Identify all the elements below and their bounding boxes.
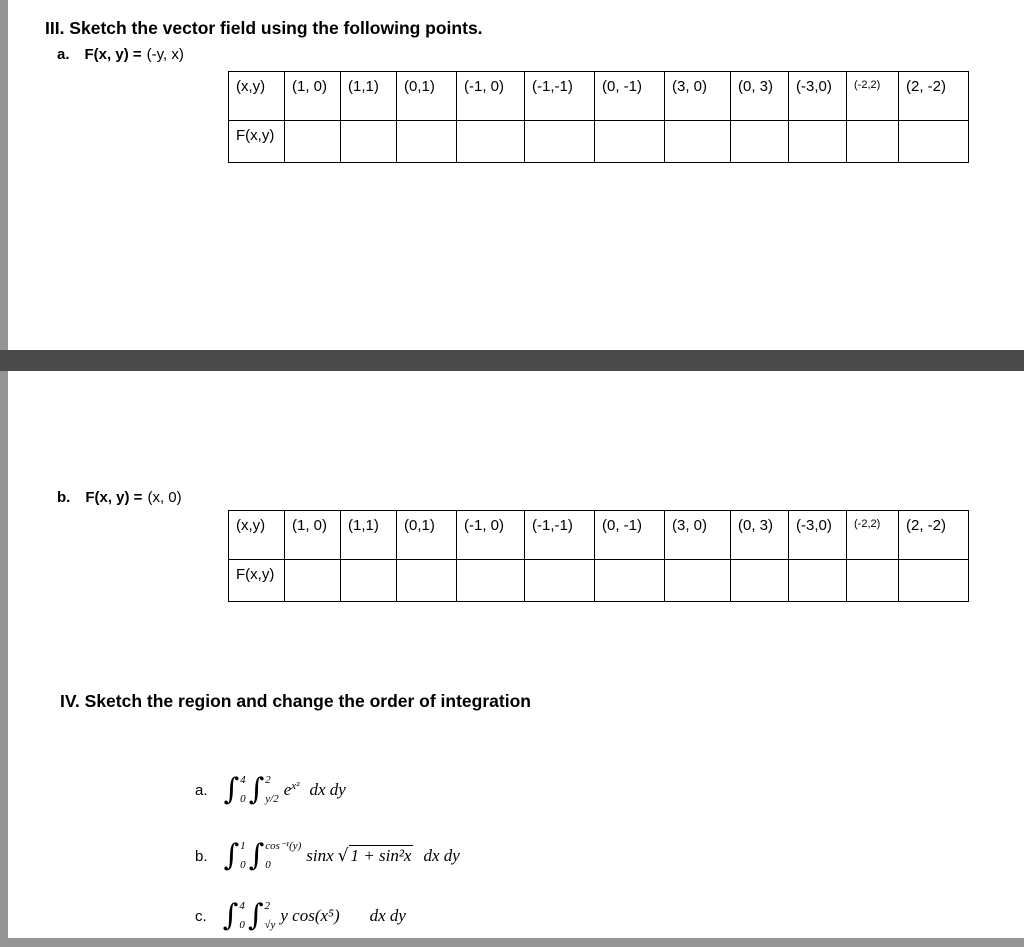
outer-integral xyxy=(223,899,245,933)
point-cell: (-1,-1) xyxy=(525,72,595,121)
answer-cell xyxy=(665,121,731,163)
item-b-line xyxy=(57,489,182,506)
point-cell: (2, -2) xyxy=(899,511,969,560)
lower-limit: 0 xyxy=(240,793,246,805)
section-iv-title: IV. Sketch the region and change the order of integration xyxy=(60,691,531,711)
integral-limits xyxy=(265,774,278,806)
lower-limit: y/2 xyxy=(265,793,279,805)
item-a-function-lhs: F(x, y) = xyxy=(84,46,142,63)
answer-cell xyxy=(731,121,789,163)
integral-b-label: b. xyxy=(195,847,208,865)
answer-cell xyxy=(595,121,665,163)
outer-integral xyxy=(224,839,246,873)
point-cell: (0,1) xyxy=(397,72,457,121)
answer-cell xyxy=(525,560,595,602)
integral-sign: ∫ xyxy=(248,772,265,807)
point-cell: (0, 3) xyxy=(731,72,789,121)
answer-cell xyxy=(341,121,397,163)
point-cell: (3, 0) xyxy=(665,72,731,121)
table-answer-row xyxy=(229,560,969,602)
integral-c-expression xyxy=(223,899,406,933)
square-root xyxy=(338,846,414,866)
integral-limits xyxy=(265,840,301,872)
answer-cell xyxy=(847,560,899,602)
lower-limit: 0 xyxy=(265,859,271,871)
point-cell: (0, -1) xyxy=(595,511,665,560)
integrand xyxy=(284,780,300,800)
integral-b-expression xyxy=(224,839,460,873)
integrand: y cos(x⁵) xyxy=(280,906,340,925)
differentials: dx dy xyxy=(309,780,346,799)
lower-limit: 0 xyxy=(240,859,246,871)
answer-cell xyxy=(457,560,525,602)
answer-cell xyxy=(731,560,789,602)
answer-cell xyxy=(899,121,969,163)
point-cell: (-1,-1) xyxy=(525,511,595,560)
point-cell: (3, 0) xyxy=(665,511,731,560)
point-cell: (1,1) xyxy=(341,511,397,560)
upper-limit: 2 xyxy=(265,774,271,786)
table-corner-cell: (x,y) xyxy=(229,72,285,121)
answer-cell xyxy=(457,121,525,163)
radicand: 1 + sin²x xyxy=(350,846,412,865)
point-cell: (1,1) xyxy=(341,72,397,121)
integrand-exponent: x² xyxy=(291,780,300,792)
point-cell: (-2,2) xyxy=(847,511,899,560)
lower-limit: 0 xyxy=(239,919,245,931)
answer-cell xyxy=(285,560,341,602)
answer-cell xyxy=(899,560,969,602)
integral-limits xyxy=(264,900,275,932)
answer-cell xyxy=(285,121,341,163)
integrand-base: e xyxy=(283,780,292,799)
answer-cell xyxy=(665,560,731,602)
radical-sign: √ xyxy=(337,846,349,866)
point-cell: (2, -2) xyxy=(899,72,969,121)
item-a-label: a. xyxy=(57,46,70,63)
point-cell: (1, 0) xyxy=(285,511,341,560)
lower-limit: √y xyxy=(264,919,276,931)
integral-sign: ∫ xyxy=(247,898,264,933)
table-answer-row xyxy=(229,121,969,163)
table-row-label-cell: F(x,y) xyxy=(229,121,285,163)
upper-limit: 4 xyxy=(240,774,246,786)
table-header-row xyxy=(229,511,969,560)
page-separator-band xyxy=(0,350,1024,371)
point-cell: (-2,2) xyxy=(847,72,899,121)
integral-sign: ∫ xyxy=(248,838,265,873)
upper-limit: 4 xyxy=(239,900,245,912)
table-header-row xyxy=(229,72,969,121)
answer-cell xyxy=(397,560,457,602)
integral-a-expression xyxy=(224,773,346,807)
answer-cell xyxy=(397,121,457,163)
document-page-1 xyxy=(8,0,1024,350)
inner-integral xyxy=(249,839,302,873)
item-a-line xyxy=(57,46,184,63)
vector-field-table-a xyxy=(228,71,969,163)
upper-limit: 2 xyxy=(264,900,270,912)
differentials: dx dy xyxy=(369,906,406,925)
section-iii-title: III. Sketch the vector field using the following points. xyxy=(45,18,483,38)
vector-field-table-b xyxy=(228,510,969,602)
integrand-prefix: sinx xyxy=(306,846,334,865)
integral-limits xyxy=(240,840,246,872)
integral-a-label: a. xyxy=(195,781,208,799)
item-a-function-rhs: (-y, x) xyxy=(146,46,184,63)
integral-limits xyxy=(240,774,246,806)
point-cell: (-1, 0) xyxy=(457,511,525,560)
item-b-function-rhs: (x, 0) xyxy=(147,489,182,506)
table-corner-cell: (x,y) xyxy=(229,511,285,560)
point-cell: (0,1) xyxy=(397,511,457,560)
inner-integral xyxy=(249,773,279,807)
upper-limit: 1 xyxy=(240,840,246,852)
point-cell: (-3,0) xyxy=(789,511,847,560)
upper-limit: cos⁻¹(y) xyxy=(265,840,302,852)
answer-cell xyxy=(525,121,595,163)
item-b-function-lhs: F(x, y) = xyxy=(85,489,143,506)
integral-item-c xyxy=(195,899,406,933)
answer-cell xyxy=(789,121,847,163)
answer-cell xyxy=(789,560,847,602)
point-cell: (-3,0) xyxy=(789,72,847,121)
table-row-label-cell: F(x,y) xyxy=(229,560,285,602)
integral-c-label: c. xyxy=(195,907,207,925)
integral-sign: ∫ xyxy=(223,772,240,807)
answer-cell xyxy=(595,560,665,602)
integral-item-b xyxy=(195,839,460,873)
outer-integral xyxy=(224,773,246,807)
integral-item-a xyxy=(195,773,346,807)
point-cell: (1, 0) xyxy=(285,72,341,121)
item-b-label: b. xyxy=(57,489,71,506)
point-cell: (0, 3) xyxy=(731,511,789,560)
document-page-2 xyxy=(8,371,1024,938)
integral-sign: ∫ xyxy=(222,898,239,933)
differentials: dx dy xyxy=(423,846,460,865)
answer-cell xyxy=(847,121,899,163)
integral-sign: ∫ xyxy=(223,838,240,873)
point-cell: (0, -1) xyxy=(595,72,665,121)
point-cell: (-1, 0) xyxy=(457,72,525,121)
integral-limits xyxy=(239,900,245,932)
answer-cell xyxy=(341,560,397,602)
inner-integral xyxy=(248,899,276,933)
